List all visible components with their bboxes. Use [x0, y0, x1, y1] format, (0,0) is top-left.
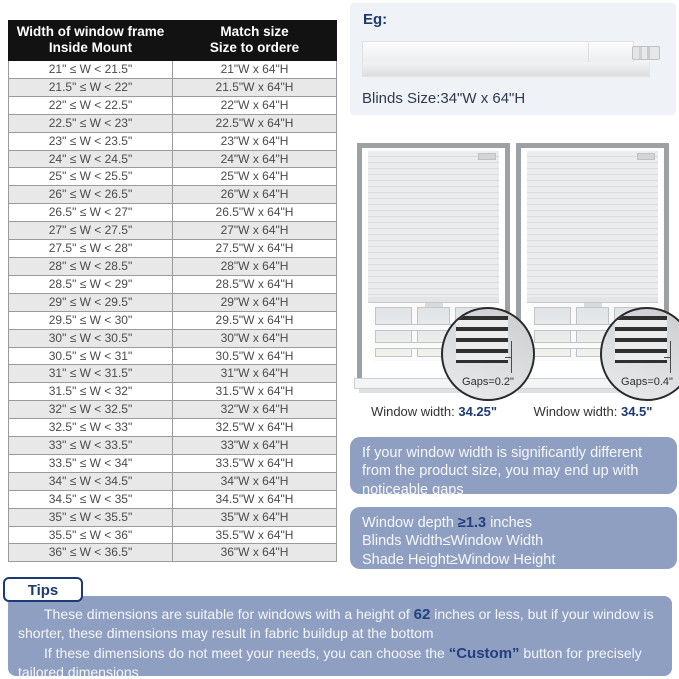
width-range-cell: 32.5" ≤ W < 33": [9, 419, 173, 437]
width-range-cell: 22" ≤ W < 22.5": [9, 96, 173, 114]
order-size-cell: 35.5"W x 64"H: [173, 526, 337, 544]
width-range-cell: 30.5" ≤ W < 31": [9, 347, 173, 365]
order-size-cell: 26"W x 64"H: [173, 186, 337, 204]
tips-p1-highlight: 62: [413, 606, 431, 623]
order-size-cell: 31"W x 64"H: [173, 365, 337, 383]
tips-panel: [8, 596, 672, 679]
width-range-cell: 21.5" ≤ W < 22": [9, 78, 173, 96]
mullion: [570, 307, 577, 357]
order-size-cell: 26.5"W x 64"H: [173, 204, 337, 222]
width-range-cell: 23" ≤ W < 23.5": [9, 132, 173, 150]
depth-rule-suffix: inches: [486, 515, 532, 531]
table-row: [9, 419, 337, 437]
cellular-shade: [368, 151, 499, 297]
width-range-cell: 35" ≤ W < 35.5": [9, 508, 173, 526]
mullion: [411, 307, 418, 357]
width-range-cell: 36" ≤ W < 36.5": [9, 544, 173, 562]
size-table-body: [9, 61, 337, 562]
header-col2-line1: Match size: [220, 24, 289, 39]
table-row: [9, 257, 337, 275]
width-range-cell: 27.5" ≤ W < 28": [9, 240, 173, 258]
order-size-cell: 29"W x 64"H: [173, 293, 337, 311]
window-illustration-1: [357, 143, 514, 395]
table-row: [9, 204, 337, 222]
window-width-value: 34.25": [458, 404, 498, 419]
headrail-seam: [588, 42, 589, 63]
depth-rule-line: [362, 514, 665, 532]
order-size-cell: 22"W x 64"H: [173, 96, 337, 114]
gap-warning-note: [350, 437, 677, 498]
width-range-cell: 27" ≤ W < 27.5": [9, 222, 173, 240]
width-range-cell: 22.5" ≤ W < 23": [9, 114, 173, 132]
headrail-fabric-stack: [362, 62, 650, 77]
order-size-cell: 23"W x 64"H: [173, 132, 337, 150]
headrail-bar: [362, 41, 634, 64]
table-row: [9, 96, 337, 114]
width-range-cell: 32" ≤ W < 32.5": [9, 401, 173, 419]
table-row: [9, 526, 337, 544]
blinds-headrail-image: [362, 41, 662, 81]
gap-measure-tick: [505, 357, 512, 358]
size-chart-table: [8, 20, 337, 562]
window-width-label-2: [513, 404, 673, 419]
table-row: [9, 293, 337, 311]
order-size-cell: 21"W x 64"H: [173, 61, 337, 79]
order-size-cell: 27"W x 64"H: [173, 222, 337, 240]
order-size-cell: 28.5"W x 64"H: [173, 275, 337, 293]
table-row: [9, 132, 337, 150]
window-width-value: 34.5": [620, 404, 653, 419]
headrail-end-plug: [632, 46, 660, 60]
window-illustration-2: [516, 143, 673, 395]
order-size-cell: 24"W x 64"H: [173, 150, 337, 168]
order-size-cell: 30"W x 64"H: [173, 329, 337, 347]
depth-rule-prefix: Window depth: [362, 515, 458, 531]
table-row: [9, 186, 337, 204]
width-range-cell: 34" ≤ W < 34.5": [9, 472, 173, 490]
order-size-cell: 22.5"W x 64"H: [173, 114, 337, 132]
window-width-label-1: [354, 404, 514, 419]
cellular-shade: [527, 151, 658, 297]
magnified-pleats: [615, 316, 667, 363]
order-size-cell: 34"W x 64"H: [173, 472, 337, 490]
table-row: [9, 311, 337, 329]
tips-p1-text-after: inches or less, but if your window is shorter, these dimensions may result in fabric buildup at the bottom: [18, 606, 654, 641]
table-row: [9, 114, 337, 132]
table-row: [9, 347, 337, 365]
height-rule-line: Shade Height≥Window Height: [362, 551, 556, 568]
width-range-cell: 24" ≤ W < 24.5": [9, 150, 173, 168]
table-row: [9, 472, 337, 490]
gap-measure-tick: [664, 357, 671, 358]
table-row: [9, 168, 337, 186]
sash-lock: [425, 303, 443, 307]
header-col1-line1: Width of window frame: [16, 24, 165, 39]
order-size-cell: 32.5"W x 64"H: [173, 419, 337, 437]
order-size-cell: 33.5"W x 64"H: [173, 454, 337, 472]
width-range-cell: 30" ≤ W < 30.5": [9, 329, 173, 347]
table-row: [9, 437, 337, 455]
table-row: [9, 222, 337, 240]
depth-rule-value: ≥1.3: [457, 515, 487, 531]
table-row: [9, 78, 337, 96]
order-size-cell: 25"W x 64"H: [173, 168, 337, 186]
table-row: [9, 383, 337, 401]
width-range-cell: 26.5" ≤ W < 27": [9, 204, 173, 222]
tips-p2-text: If these dimensions do not meet your needs, you can choose the: [44, 644, 449, 661]
table-row: [9, 329, 337, 347]
width-range-cell: 31.5" ≤ W < 32": [9, 383, 173, 401]
width-range-cell: 34.5" ≤ W < 35": [9, 490, 173, 508]
gap-warning-text: If your window width is significantly different from the product size, you may end up with noticeable gaps: [362, 445, 643, 498]
tips-badge: Tips: [3, 577, 83, 602]
header-match-size: [173, 21, 337, 61]
tips-p2-highlight: “Custom”: [448, 644, 520, 662]
width-range-cell: 31" ≤ W < 31.5": [9, 365, 173, 383]
table-row: [9, 490, 337, 508]
table-row: [9, 544, 337, 562]
width-range-cell: 28.5" ≤ W < 29": [9, 275, 173, 293]
order-size-cell: 31.5"W x 64"H: [173, 383, 337, 401]
example-label: Eg:: [363, 11, 388, 28]
gap-value-label: Gaps=0.2": [462, 376, 514, 388]
table-row: [9, 365, 337, 383]
sash-lock: [584, 303, 602, 307]
order-size-cell: 29.5"W x 64"H: [173, 311, 337, 329]
tips-p2-text-after: button for precisely tailored dimensions: [18, 644, 642, 679]
width-rule-line: Blinds Width≤Window Width: [362, 533, 544, 550]
width-range-cell: 29" ≤ W < 29.5": [9, 293, 173, 311]
shade-cord-lock: [478, 153, 496, 160]
shade-cord-lock: [637, 153, 655, 160]
gap-value-label: Gaps=0.4": [621, 376, 673, 388]
header-col1-line2: Inside Mount: [48, 40, 133, 55]
size-chart-header: [9, 21, 337, 61]
tips-paragraph-2: [18, 645, 662, 679]
order-size-cell: 36"W x 64"H: [173, 544, 337, 562]
tips-paragraph-1: [18, 606, 662, 642]
table-row: [9, 61, 337, 79]
gap-magnifier-1: [441, 307, 535, 401]
width-range-cell: 33" ≤ W < 33.5": [9, 437, 173, 455]
table-row: [9, 150, 337, 168]
width-range-cell: 26" ≤ W < 26.5": [9, 186, 173, 204]
gap-magnifier-2: [600, 307, 679, 401]
tips-p1-text: These dimensions are suitable for windows with a height of: [44, 606, 414, 622]
order-size-cell: 30.5"W x 64"H: [173, 347, 337, 365]
table-row: [9, 401, 337, 419]
header-width-of-window-frame: [9, 21, 173, 61]
order-size-cell: 34.5"W x 64"H: [173, 490, 337, 508]
example-blinds-size: Blinds Size:34"W x 64"H: [362, 90, 526, 107]
example-panel: [350, 3, 676, 115]
magnified-pleats: [456, 316, 508, 363]
order-size-cell: 27.5"W x 64"H: [173, 240, 337, 258]
order-size-cell: 33"W x 64"H: [173, 437, 337, 455]
header-col2-line2: Size to ordere: [209, 40, 300, 55]
window-width-text: Window width:: [533, 404, 621, 419]
order-size-cell: 28"W x 64"H: [173, 257, 337, 275]
width-range-cell: 25" ≤ W < 25.5": [9, 168, 173, 186]
width-range-cell: 33.5" ≤ W < 34": [9, 454, 173, 472]
table-row: [9, 454, 337, 472]
width-range-cell: 35.5" ≤ W < 36": [9, 526, 173, 544]
table-row: [9, 240, 337, 258]
width-range-cell: 29.5" ≤ W < 30": [9, 311, 173, 329]
width-range-cell: 21" ≤ W < 21.5": [9, 61, 173, 79]
table-row: [9, 275, 337, 293]
measurement-rules-note: [350, 507, 677, 569]
window-width-text: Window width:: [370, 404, 459, 419]
table-row: [9, 508, 337, 526]
order-size-cell: 35"W x 64"H: [173, 508, 337, 526]
width-range-cell: 28" ≤ W < 28.5": [9, 257, 173, 275]
order-size-cell: 32"W x 64"H: [173, 401, 337, 419]
order-size-cell: 21.5"W x 64"H: [173, 78, 337, 96]
